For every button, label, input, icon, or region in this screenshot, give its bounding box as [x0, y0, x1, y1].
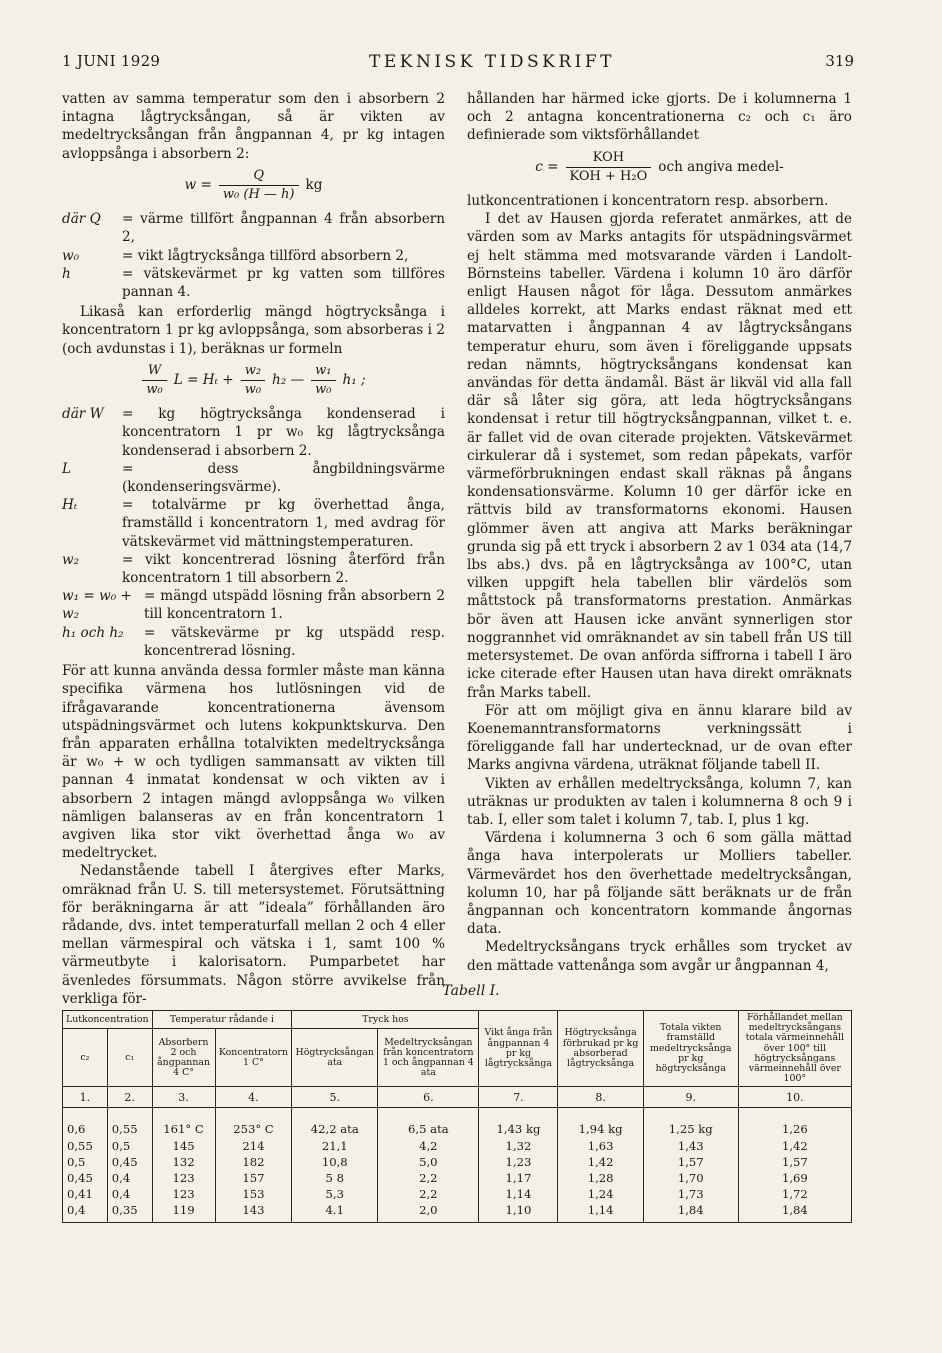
fraction-numerator: w₂: [244, 362, 262, 378]
table-cell: 0,35: [107, 1202, 152, 1222]
table-1: [62, 1010, 852, 1223]
table-cell: 1,72: [738, 1186, 851, 1202]
column-number: 5.: [292, 1087, 378, 1108]
table-cell: 0,41: [63, 1186, 108, 1202]
header-tryck: Tryck hos: [292, 1011, 479, 1029]
header-hogtrycksangan: Högtrycksångan ata: [292, 1029, 378, 1087]
table-cell: 1,32: [479, 1138, 558, 1154]
table-cell: 1,10: [479, 1202, 558, 1222]
right-column: [467, 90, 852, 975]
formula-term: h₁ ;: [342, 372, 366, 389]
table-cell: 145: [152, 1138, 215, 1154]
formula-term: h₂ —: [272, 372, 305, 389]
fraction-denominator: w₀ (H — h): [219, 185, 299, 204]
definition-text: = totalvärme pr kg överhettad ånga, framställd i koncentratorn 1, med avdrag för vätskevärmet vid mättningstemperaturen.: [122, 497, 445, 550]
table-cell: 1,63: [558, 1138, 643, 1154]
formula-unit: kg: [305, 177, 323, 194]
table-cell: 1,25 kg: [643, 1108, 738, 1138]
table-cell: 4.1: [292, 1202, 378, 1222]
table-row: [63, 1202, 852, 1222]
column-number: 10.: [738, 1087, 851, 1108]
fraction: [566, 149, 652, 186]
table-cell: 0,5: [107, 1138, 152, 1154]
formula-w: [62, 167, 445, 204]
table-cell: 1,28: [558, 1170, 643, 1186]
table-cell: 153: [215, 1186, 292, 1202]
definition-text: = dess ångbildningsvärme (kondenseringsvärme).: [122, 460, 445, 496]
table-cell: 0,55: [63, 1138, 108, 1154]
table-cell: 6,5 ata: [378, 1108, 479, 1138]
paragraph: Likaså kan erforderlig mängd högtrycksånga i koncentratorn 1 pr kg avloppsånga, som absorberas i 2 (och avdunstas i 1), beräknas ur formeln: [62, 304, 445, 357]
fraction: [241, 362, 265, 399]
table-cell: 119: [152, 1202, 215, 1222]
table-cell: 1,42: [738, 1138, 851, 1154]
definition-row: [62, 247, 445, 265]
issue-date: 1 JUNI 1929: [62, 52, 161, 70]
definition-text: = kg högtrycksånga kondenserad i koncentratorn 1 pr w₀ kg lågtrycksånga kondenserad i absorbern 2.: [122, 406, 445, 459]
table-cell: 5,3: [292, 1186, 378, 1202]
definition-symbol: L: [62, 460, 72, 477]
table-cell: 21,1: [292, 1138, 378, 1154]
definition-symbol: där W: [62, 406, 104, 423]
definition-text: = vikt koncentrerad lösning återförd från koncentratorn 1 till absorbern 2.: [122, 551, 445, 587]
table-caption: Tabell I.: [442, 983, 500, 999]
fraction-denominator: w₀: [241, 380, 265, 399]
definition-row: [62, 496, 445, 551]
table-cell: 1,43 kg: [479, 1108, 558, 1138]
table-cell: 182: [215, 1154, 292, 1170]
definition-symbol: h: [62, 265, 71, 282]
table-row: [63, 1170, 852, 1186]
paragraph: I det av Hausen gjorda referatet anmärkes, att de värden som av Marks antagits för utspädningsvärmet ej helt stämma med motsvarande värden i Landolt-Börnsteins tabeller. Värdena i kolumn 10 äro därför enligt Hausen något för låga. Dessutom anmärkes alldeles korrekt, att Marks endast räknat med ett matarvatten i ångpannan 4 av lågtrycksångans temperatur ehuru, som även i föreliggande uppsats redan nämnts, högtrycksångans kondensat kan användas för detta ändamål. Bäst är likväl vid alla fall där så låter sig göra, att leda högtrycksångans kondensat i retur till högtrycksångpannan, vilket t. e. är fallet vid de ovan citerade projekten. Vätskevärmet cirkulerar då i systemet, som redan påpekats, varför värmeförbrukningen endast skall räknas på ångans kondensationsvärme. Kolumn 10 ger därför icke en rättvis bild av transformatorns ekonomi. Hausen glömmer även att angiva att Marks beräkningar grunda sig på ett tryck i absorbern 2 av 1 034 ata (14,7 lbs abs.) dvs. på en lågtrycksånga av 100°C, utan vilken uppgift hela tabellen blir värdelös som måttstock på transformatorns prestation. Anmärkas bör även att Hausen icke använt synnerligen stor noggrannhet vid omräknandet av sin tabell från US till metersystemet. De ovan anförda siffrorna i tabell I äro icke citerade efter Hausen utan hava direkt omräknats från Marks tabell.: [467, 211, 852, 701]
column-number: 2.: [107, 1087, 152, 1108]
header-vikt: Vikt ånga från ångpannan 4 pr kg lågtrycksånga: [479, 1011, 558, 1087]
header-medeltrycksangan: Medeltrycksångan från koncentratorn 1 och ångpannan 4 ata: [378, 1029, 479, 1087]
definition-list-2: [62, 405, 445, 660]
paragraph: För att kunna använda dessa formler måste man känna specifika värmena hos lutlösningen vid de ifrågavarande koncentrationerna ävensom utspädningsvärmet och lutens kokpunktskurva. Den från apparaten erhållna totalvikten medeltrycksånga är w₀ + w och tydligen sammansatt av vikten till pannan 4 inmatat kondensat w och vikten av i absorbern 2 intagen mängd avloppsånga w₀ vilken nämligen balanseras av en från koncentratorn 1 avgiven lika stor vikt överhettad ånga w₀ av medeltrycket.: [62, 663, 445, 862]
table-cell: 1,42: [558, 1154, 643, 1170]
fraction-numerator: W: [147, 362, 162, 378]
column-number: 4.: [215, 1087, 292, 1108]
table-cell: 1,23: [479, 1154, 558, 1170]
table-cell: 161° C: [152, 1108, 215, 1138]
table-cell: 1,14: [558, 1202, 643, 1222]
journal-title: TEKNISK TIDSKRIFT: [369, 52, 615, 72]
header-forhallandet: Förhållandet mellan medeltrycksångans totala värmeinnehåll över 100° till högtrycksångans värmeinnehåll över 100°: [738, 1011, 851, 1087]
formula-term: L = Hₜ +: [173, 372, 234, 389]
table-body: [63, 1108, 852, 1222]
table-row: [63, 1138, 852, 1154]
table-cell: 1,43: [643, 1138, 738, 1154]
definition-row: [62, 624, 445, 660]
table-cell: 5,0: [378, 1154, 479, 1170]
paragraph: lutkoncentrationen i koncentratorn resp. absorbern.: [467, 193, 829, 210]
table-cell: 2,0: [378, 1202, 479, 1222]
table-cell: 1,84: [738, 1202, 851, 1222]
definition-row: [62, 265, 445, 301]
table-row: [63, 1154, 852, 1170]
table-cell: 0,4: [107, 1170, 152, 1186]
table-cell: 1,57: [738, 1154, 851, 1170]
table-cell: 42,2 ata: [292, 1108, 378, 1138]
paragraph: Medeltrycksångans tryck erhålles som trycket av den mättade vattenånga som avgår ur ångpannan 4,: [467, 939, 852, 974]
table-cell: 10,8: [292, 1154, 378, 1170]
table-cell: 0,4: [107, 1186, 152, 1202]
table-cell: 0,55: [107, 1108, 152, 1138]
table-cell: 253° C: [215, 1108, 292, 1138]
column-number: 8.: [558, 1087, 643, 1108]
table-cell: 0,6: [63, 1108, 108, 1138]
page-header: [62, 52, 854, 76]
table-cell: 123: [152, 1186, 215, 1202]
table-cell: 0,4: [63, 1202, 108, 1222]
definition-row: [62, 210, 445, 246]
definition-row: [62, 460, 445, 496]
header-absorbern: Absorbern 2 och ångpannan 4 C°: [152, 1029, 215, 1087]
fraction: [311, 362, 335, 399]
fraction-denominator: KOH + H₂O: [566, 167, 652, 186]
table-cell: 1,17: [479, 1170, 558, 1186]
definition-symbol: w₂: [62, 551, 80, 568]
table-cell: 2,2: [378, 1170, 479, 1186]
definition-symbol: där Q: [62, 211, 101, 228]
table-cell: 2,2: [378, 1186, 479, 1202]
table-cell: 123: [152, 1170, 215, 1186]
table-cell: 1,24: [558, 1186, 643, 1202]
paragraph: hållanden har härmed icke gjorts. De i kolumnerna 1 och 2 antagna koncentrationerna c₂ och c₁ äro definierade som viktsförhållandet: [467, 91, 852, 144]
header-lutkoncentration: Lutkoncentration: [63, 1011, 153, 1029]
column-number: 7.: [479, 1087, 558, 1108]
formula-c: [467, 149, 852, 186]
paragraph: För att om möjligt giva en ännu klarare bild av Koenemanntransformatorns verkningssätt i föreliggande fall har undertecknad, ur de ovan efter Marks angivna värdena, uträknat följande tabell II.: [467, 702, 852, 774]
column-number: 3.: [152, 1087, 215, 1108]
table-cell: 1,14: [479, 1186, 558, 1202]
definition-symbol: h₁ och h₂: [62, 624, 124, 641]
table-row: [63, 1186, 852, 1202]
header-c2: c₂: [63, 1029, 108, 1087]
column-number: 6.: [378, 1087, 479, 1108]
fraction-denominator: w₀: [142, 380, 166, 399]
table-cell: 214: [215, 1138, 292, 1154]
definition-list-1: [62, 210, 445, 301]
fraction-denominator: w₀: [311, 380, 335, 399]
table-cell: 0,5: [63, 1154, 108, 1170]
table-row: [63, 1108, 852, 1138]
definition-symbol: w₀: [62, 247, 80, 264]
definition-text: = värme tillfört ångpannan 4 från absorbern 2,: [122, 211, 445, 246]
definition-text: = mängd utspädd lösning från absorbern 2 till koncentratorn 1.: [144, 588, 445, 623]
paragraph: Nedanstående tabell I återgives efter Marks, omräknad från U. S. till metersystemet. Förutsättning för beräkningarna är att ”ideala” förhållanden äro rådande, dvs. intet temperaturfall mellan 2 och 4 eller mellan värmespiral och vätska i 1, samt 100 % värmeutbyte i kalorisatorn. Pumparbetet har ävenledes försummats. Någon större avvikelse från verkliga för-: [62, 863, 445, 1007]
header-hogtrycksanga: Högtrycksånga förbrukad pr kg absorberad lågtrycksånga: [558, 1011, 643, 1087]
formula-tail: och angiva medel-: [658, 159, 784, 176]
table-cell: 1,57: [643, 1154, 738, 1170]
fraction: [142, 362, 166, 399]
fraction-numerator: KOH: [592, 149, 625, 165]
table-cell: 1,70: [643, 1170, 738, 1186]
fraction-numerator: w₁: [315, 362, 332, 378]
page-number: 319: [825, 52, 854, 70]
left-column: [62, 90, 445, 1008]
paragraph: Vikten av erhållen medeltrycksånga, kolumn 7, kan uträknas ur produkten av talen i kolumnerna 8 och 9 i tab. I, eller som talet i kolumn 7, tab. I, plus 1 kg.: [467, 775, 852, 828]
table-cell: 1,94 kg: [558, 1108, 643, 1138]
definition-symbol: w₁ = w₀ + w₂: [62, 588, 132, 623]
header-totala-vikten: Totala vikten framställd medeltrycksånga pr kg högtrycksånga: [643, 1011, 738, 1087]
table-cell: 5 8: [292, 1170, 378, 1186]
table-cell: 1,69: [738, 1170, 851, 1186]
fraction: [219, 167, 299, 204]
table-cell: 1,26: [738, 1108, 851, 1138]
table-cell: 1,84: [643, 1202, 738, 1222]
definition-text: = vätskevärmet pr kg vatten som tillföres pannan 4.: [122, 265, 445, 301]
fraction-numerator: Q: [253, 167, 265, 183]
table-cell: 132: [152, 1154, 215, 1170]
header-c1: c₁: [107, 1029, 152, 1087]
column-number-row: [63, 1087, 852, 1108]
table-cell: 157: [215, 1170, 292, 1186]
definition-row: [62, 551, 445, 587]
formula-lhs: c =: [535, 159, 559, 176]
definition-text: = vätskevärme pr kg utspädd resp. koncentrerad lösning.: [144, 624, 445, 659]
header-temperatur: Temperatur rådande i: [152, 1011, 292, 1029]
column-number: 9.: [643, 1087, 738, 1108]
formula-lhs: w =: [184, 177, 212, 194]
column-number: 1.: [63, 1087, 108, 1108]
header-koncentratorn: Koncentratorn 1 C°: [215, 1029, 292, 1087]
table-cell: 143: [215, 1202, 292, 1222]
table-cell: 1,73: [643, 1186, 738, 1202]
definition-row: [62, 587, 445, 623]
paragraph: vatten av samma temperatur som den i absorbern 2 intagna lågtrycksångan, så är vikten av medeltrycksångan från ångpannan 4, pr kg intagen avloppsånga i absorbern 2:: [62, 91, 445, 162]
definition-row: [62, 405, 445, 460]
definition-text: = vikt lågtrycksånga tillförd absorbern 2,: [122, 247, 409, 264]
definition-symbol: Hₜ: [62, 497, 78, 514]
table-cell: 0,45: [63, 1170, 108, 1186]
formula-w-l: [62, 362, 445, 399]
paragraph: Värdena i kolumnerna 3 och 6 som gälla mättad ånga hava interpolerats ur Molliers tabeller. Värmevärdet hos den överhettade medeltrycksångan, kolumn 10, har på följande sätt beräknats ur de från ångpannan och koncentratorn kommande ångornas data.: [467, 830, 852, 938]
table-cell: 0,45: [107, 1154, 152, 1170]
table-cell: 4,2: [378, 1138, 479, 1154]
